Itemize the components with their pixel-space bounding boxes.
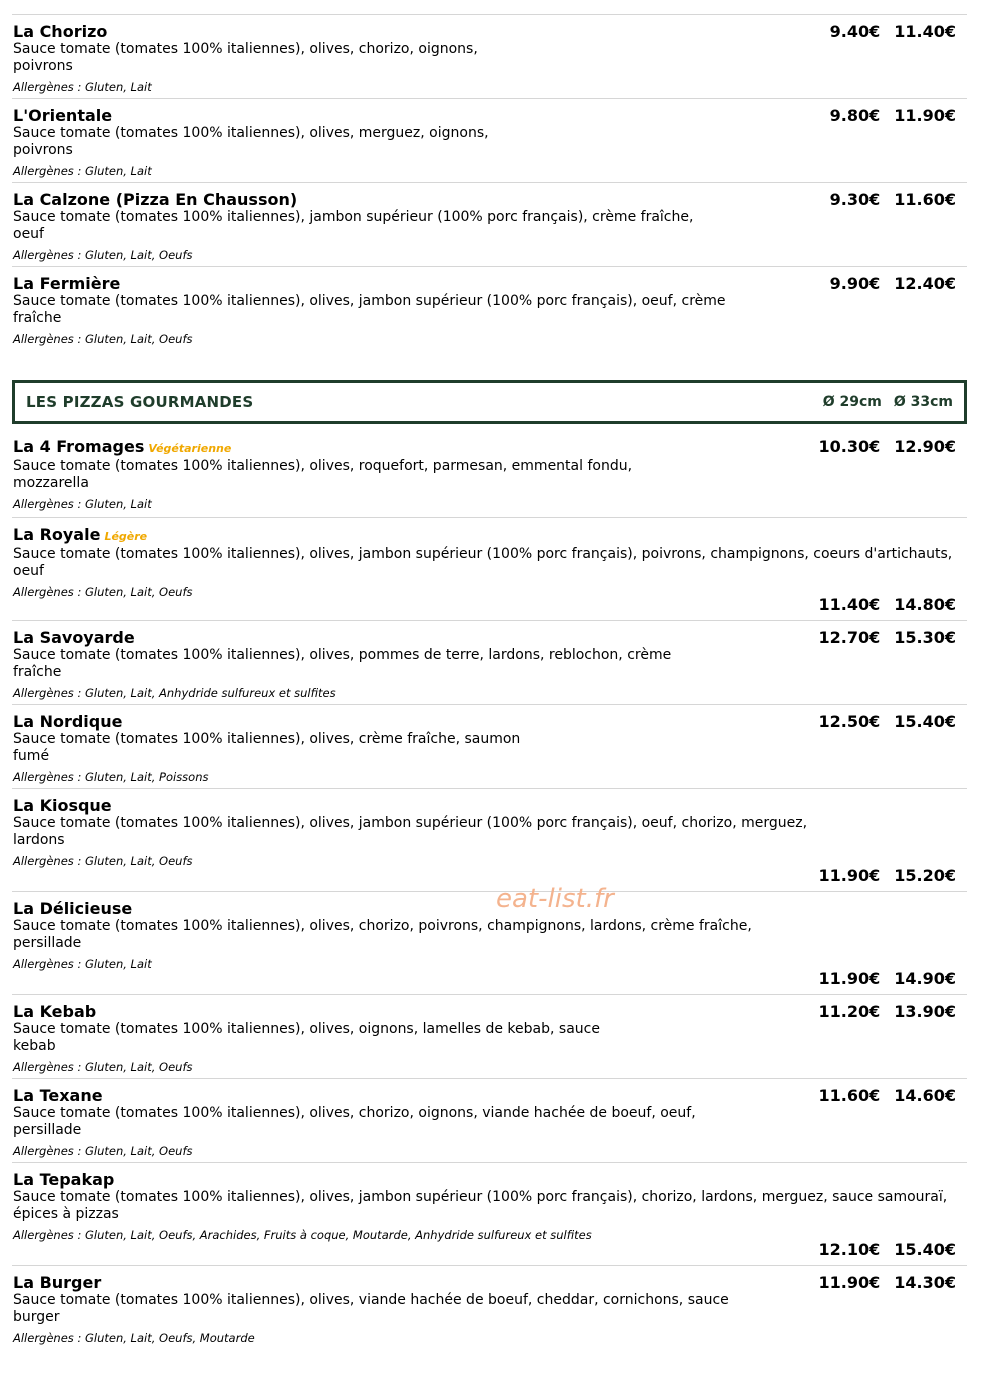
item-allergens: Allergènes : Gluten, Lait, Anhydride sulfureux et sulfites [13,686,336,700]
price-33cm: 14.90€ [894,969,956,988]
price-29cm: 12.50€ [818,712,881,731]
item-prices [819,1240,957,1259]
item-allergens: Allergènes : Gluten, Lait [13,164,152,178]
price-29cm: 11.90€ [818,866,881,885]
item-allergens: Allergènes : Gluten, Lait, Oeufs [13,1144,193,1158]
item-tag: Légère [104,530,148,543]
menu-item [12,266,967,350]
menu-item [12,98,967,182]
item-name: La Kiosque [13,796,112,815]
item-name: La Texane [13,1086,103,1105]
item-allergens: Allergènes : Gluten, Lait, Oeufs [13,248,193,262]
price-29cm: 9.80€ [829,106,881,125]
price-29cm: 12.70€ [818,628,881,647]
item-prices [830,106,956,125]
price-29cm: 11.90€ [818,969,881,988]
price-29cm: 9.30€ [829,190,881,209]
item-allergens: Allergènes : Gluten, Lait, Poissons [13,770,209,784]
menu-item [12,517,967,620]
item-allergens: Allergènes : Gluten, Lait, Oeufs, Moutarde [13,1331,255,1345]
menu-item [12,620,967,704]
item-prices [819,595,957,614]
price-29cm: 11.60€ [818,1086,881,1105]
item-prices [819,866,957,885]
menu-item [12,182,967,266]
price-33cm: 15.40€ [894,712,956,731]
price-33cm: 15.40€ [894,1240,956,1259]
item-allergens: Allergènes : Gluten, Lait, Oeufs [13,332,193,346]
section-header [12,380,967,424]
price-29cm: 9.90€ [829,274,881,293]
item-description: Sauce tomate (tomates 100% italiennes), olives, crème fraîche, saumon fumé [13,731,521,764]
item-name: La Fermière [13,274,121,293]
price-33cm: 15.20€ [894,866,956,885]
menu-item [12,704,967,788]
item-allergens: Allergènes : Gluten, Lait [13,80,152,94]
item-description: Sauce tomate (tomates 100% italiennes), olives, chorizo, oignons, viande hachée de boeuf, oeuf, persillade [13,1105,696,1138]
price-29cm: 12.10€ [818,1240,881,1259]
item-tag: Végétarienne [148,442,232,455]
item-description: Sauce tomate (tomates 100% italiennes), olives, jambon supérieur (100% porc français), chorizo, lardons, merguez, sauce samouraï, épices à pizzas [13,1189,948,1222]
menu-item [12,994,967,1078]
price-29cm: 11.20€ [818,1002,881,1021]
item-description: Sauce tomate (tomates 100% italiennes), olives, pommes de terre, lardons, reblochon, crème fraîche [13,647,672,680]
item-prices [819,712,957,731]
menu-top-list [12,14,967,350]
price-29cm: 10.30€ [818,437,881,456]
price-33cm: 14.80€ [894,595,956,614]
watermark: eat-list.fr [496,884,614,914]
item-name: La Calzone (Pizza En Chausson) [13,190,298,209]
price-33cm: 11.40€ [894,22,956,41]
item-name: La Nordique [13,712,123,731]
item-name: La 4 Fromages Végétarienne [13,437,232,456]
section-title: LES PIZZAS GOURMANDES [26,393,254,411]
price-33cm: 12.40€ [894,274,956,293]
item-prices [819,969,957,988]
menu-item [12,891,967,994]
item-prices [819,1273,957,1292]
item-prices [819,1002,957,1021]
price-33cm: 11.90€ [894,106,956,125]
item-description: Sauce tomate (tomates 100% italiennes), olives, jambon supérieur (100% porc français), oeuf, crème fraîche [13,293,726,326]
section-sizes [823,394,953,410]
item-description: Sauce tomate (tomates 100% italiennes), olives, jambon supérieur (100% porc français), oeuf, chorizo, merguez, lardons [13,815,808,848]
price-33cm: 14.60€ [894,1086,956,1105]
item-description: Sauce tomate (tomates 100% italiennes), olives, roquefort, parmesan, emmental fondu, mozzarella [13,458,633,491]
item-allergens: Allergènes : Gluten, Lait, Oeufs [13,1060,193,1074]
item-prices [830,190,956,209]
menu-gourmandes-list [12,431,967,1349]
size-small-label: Ø 29cm [822,394,882,410]
item-prices [819,437,957,456]
item-allergens: Allergènes : Gluten, Lait, Oeufs, Arachides, Fruits à coque, Moutarde, Anhydride sulfureux et sulfites [13,1228,592,1242]
item-name: La Kebab [13,1002,97,1021]
menu-item [12,1078,967,1162]
price-33cm: 11.60€ [894,190,956,209]
price-33cm: 12.90€ [894,437,956,456]
item-description: Sauce tomate (tomates 100% italiennes), jambon supérieur (100% porc français), crème fraîche, oeuf [13,209,694,242]
size-large-label: Ø 33cm [893,394,953,410]
item-name: La Tepakap [13,1170,115,1189]
item-description: Sauce tomate (tomates 100% italiennes), olives, oignons, lamelles de kebab, sauce kebab [13,1021,600,1054]
item-name: L'Orientale [13,106,113,125]
menu-item [12,1162,967,1265]
menu-item [12,14,967,98]
item-description: Sauce tomate (tomates 100% italiennes), olives, merguez, oignons, poivrons [13,125,489,158]
price-33cm: 15.30€ [894,628,956,647]
item-allergens: Allergènes : Gluten, Lait, Oeufs [13,854,193,868]
item-allergens: Allergènes : Gluten, Lait [13,957,152,971]
item-name: La Royale Légère [13,525,148,544]
item-prices [830,274,956,293]
item-description: Sauce tomate (tomates 100% italiennes), olives, chorizo, oignons, poivrons [13,41,478,74]
item-name: La Délicieuse [13,899,133,918]
price-33cm: 13.90€ [894,1002,956,1021]
item-allergens: Allergènes : Gluten, Lait [13,497,152,511]
price-29cm: 11.90€ [818,1273,881,1292]
item-name: La Savoyarde [13,628,135,647]
item-prices [830,22,956,41]
menu-item [12,788,967,891]
price-33cm: 14.30€ [894,1273,956,1292]
menu-item [12,1265,967,1349]
item-description: Sauce tomate (tomates 100% italiennes), olives, chorizo, poivrons, champignons, lardons, crème fraîche, persillade [13,918,752,951]
item-description: Sauce tomate (tomates 100% italiennes), olives, viande hachée de boeuf, cheddar, cornichons, sauce burger [13,1292,729,1325]
item-name: La Burger [13,1273,102,1292]
price-29cm: 9.40€ [829,22,881,41]
menu-item [12,431,967,517]
item-prices [819,628,957,647]
price-29cm: 11.40€ [818,595,881,614]
item-allergens: Allergènes : Gluten, Lait, Oeufs [13,585,193,599]
item-name: La Chorizo [13,22,108,41]
item-prices [819,1086,957,1105]
item-description: Sauce tomate (tomates 100% italiennes), olives, jambon supérieur (100% porc français), poivrons, champignons, coeurs d'artichauts, oeuf [13,546,953,579]
